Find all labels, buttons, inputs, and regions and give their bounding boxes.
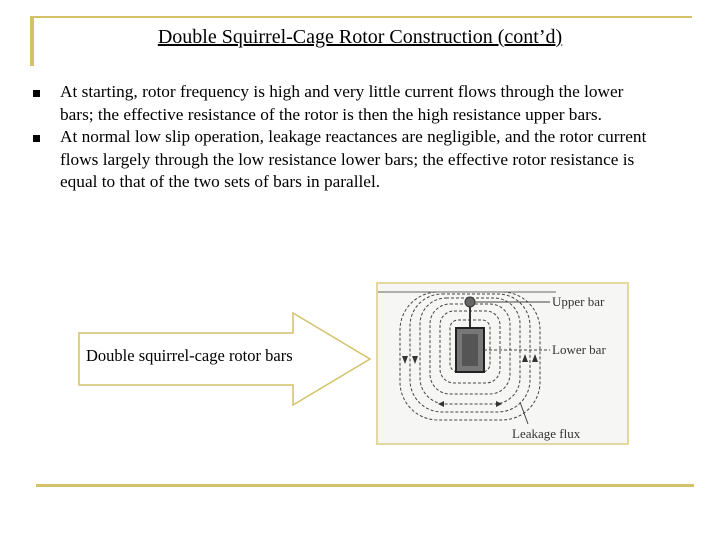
lower-bar-label: Lower bar xyxy=(552,342,606,357)
square-bullet-icon xyxy=(33,135,40,142)
slide-title: Double Squirrel-Cage Rotor Construction (cont’d) xyxy=(157,26,563,48)
upper-bar-label: Upper bar xyxy=(552,294,605,309)
leakage-flux-figure xyxy=(378,284,627,443)
rotor-bar-diagram xyxy=(376,282,629,445)
bullet-list xyxy=(30,81,650,194)
bullet-item xyxy=(30,81,650,126)
arrow-label: Double squirrel-cage rotor bars xyxy=(86,346,293,365)
accent-line-top xyxy=(30,16,692,18)
bullet-text: At normal low slip operation, leakage reactances are negligible, and the rotor current flows largely through the low resistance lower bars; the effective rotor resistance is equal to that of the two sets of bars in parallel. xyxy=(60,127,647,191)
square-bullet-icon xyxy=(33,90,40,97)
bullet-text: At starting, rotor frequency is high and very little current flows through the lower bars; the effective resistance of the rotor is then the high resistance upper bars. xyxy=(60,82,624,124)
leakage-flux-label: Leakage flux xyxy=(512,426,581,441)
bullet-item xyxy=(30,126,650,194)
accent-line-bottom xyxy=(36,484,694,487)
